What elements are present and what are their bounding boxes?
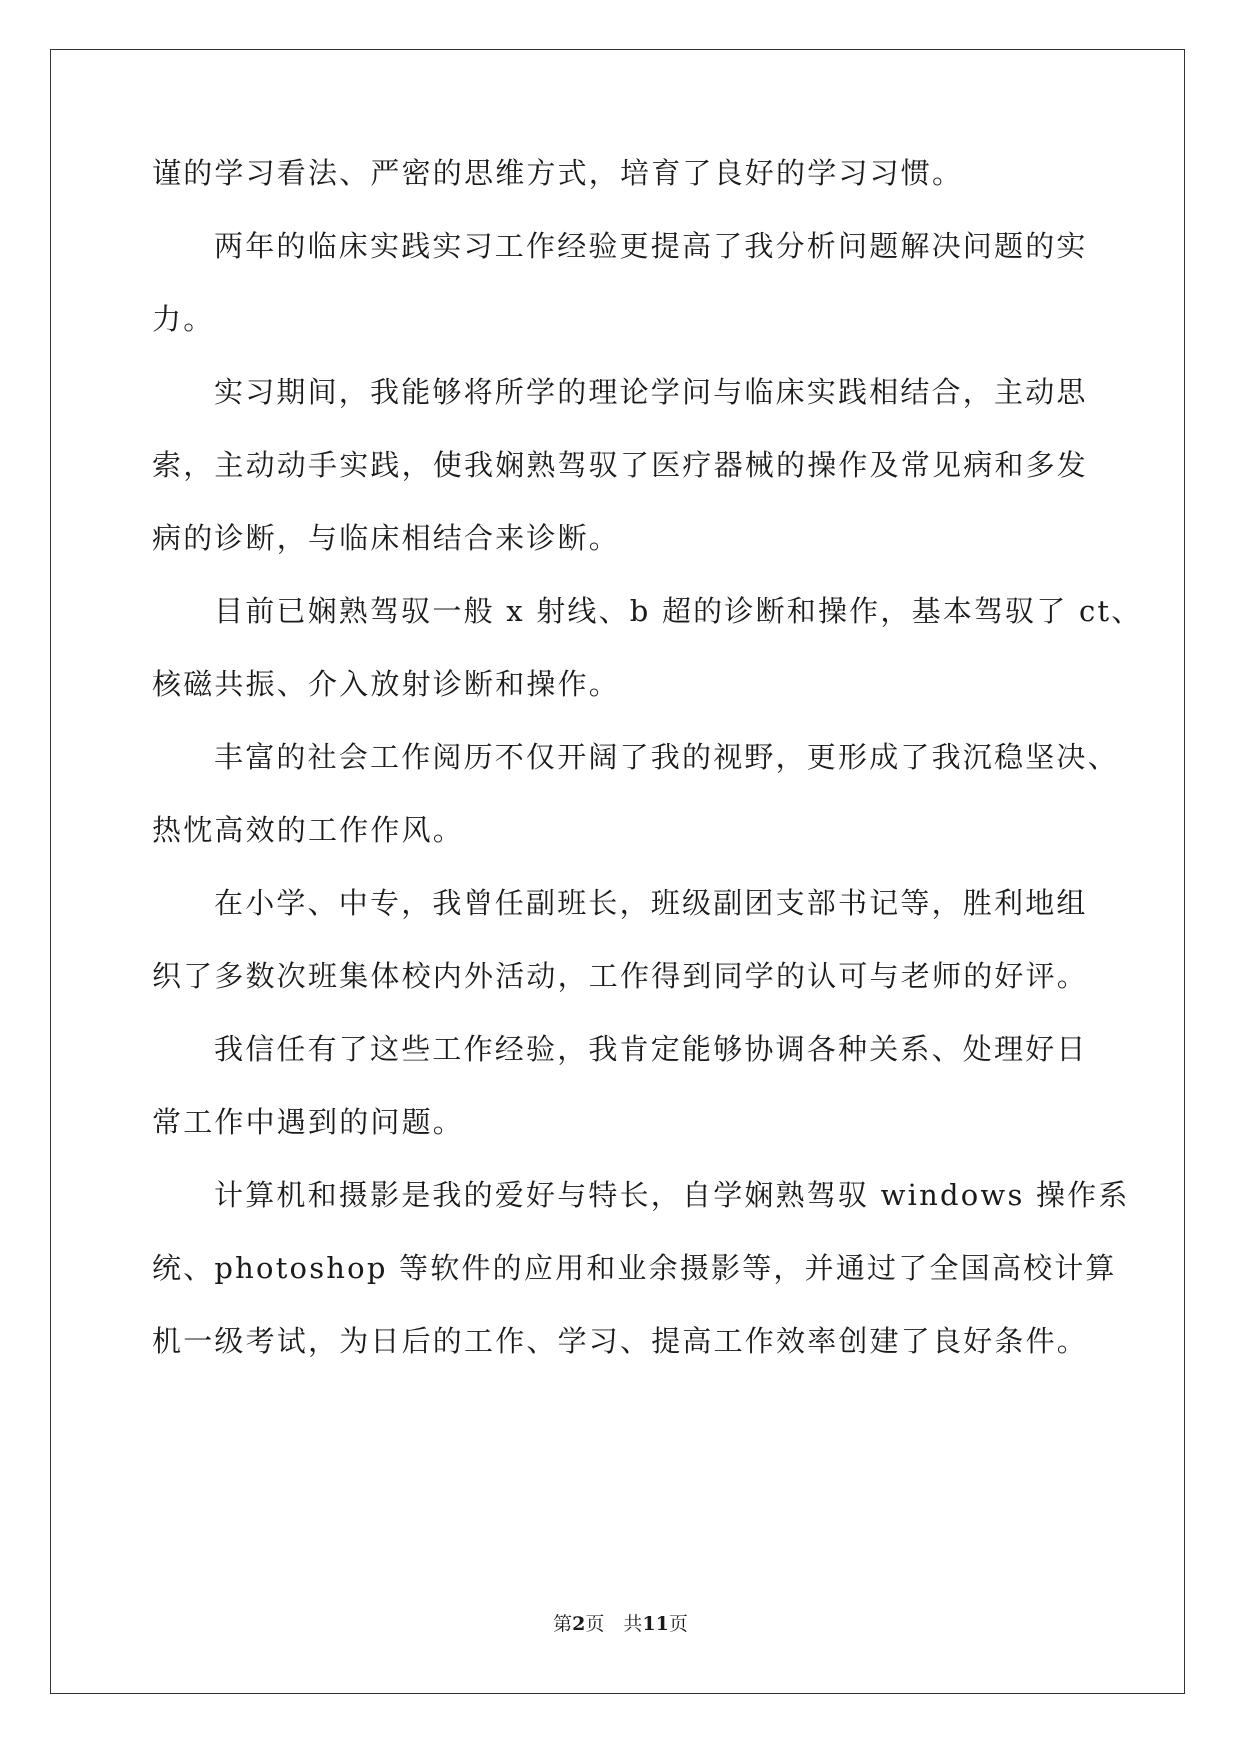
paragraph-line: 丰富的社会工作阅历不仅开阔了我的视野，更形成了我沉稳坚决、 — [214, 740, 1119, 774]
footer-suffix: 页 — [668, 1613, 688, 1635]
footer-prefix: 第 — [553, 1613, 573, 1635]
paragraph-line: 目前已娴熟驾驭一般 x 射线、b 超的诊断和操作，基本驾驭了 ct、 — [214, 594, 1143, 628]
paragraph-line: 谨的学习看法、严密的思维方式，培育了良好的学习习惯。 — [152, 156, 964, 190]
page-footer — [0, 1612, 1241, 1636]
page-border — [50, 49, 1185, 1694]
paragraph-line: 我信任有了这些工作经验，我肯定能够协调各种关系、处理好日 — [214, 1032, 1088, 1066]
paragraph-line: 力。 — [152, 302, 215, 336]
paragraph-line: 在小学、中专，我曾任副班长，班级副团支部书记等，胜利地组 — [214, 886, 1088, 920]
paragraph-line: 实习期间，我能够将所学的理论学问与临床实践相结合，主动思 — [214, 375, 1088, 409]
paragraph-line: 计算机和摄影是我的爱好与特长，自学娴熟驾驭 windows 操作系 — [214, 1178, 1130, 1212]
paragraph-line: 机一级考试，为日后的工作、学习、提高工作效率创建了良好条件。 — [152, 1324, 1089, 1358]
footer-mid: 页 共 — [585, 1613, 643, 1635]
paragraph-line: 热忱高效的工作作风。 — [152, 813, 465, 847]
current-page-number: 2 — [572, 1613, 586, 1635]
paragraph-line: 常工作中遇到的问题。 — [152, 1105, 465, 1139]
paragraph-line: 核磁共振、介入放射诊断和操作。 — [152, 667, 621, 701]
paragraph-line: 织了多数次班集体校内外活动，工作得到同学的认可与老师的好评。 — [152, 959, 1089, 993]
paragraph-line: 统、photoshop 等软件的应用和业余摄影等，并通过了全国高校计算 — [152, 1251, 1117, 1285]
paragraph-line: 两年的临床实践实习工作经验更提高了我分析问题解决问题的实 — [214, 229, 1088, 263]
paragraph-line: 病的诊断，与临床相结合来诊断。 — [152, 521, 621, 555]
paragraph-line: 索，主动动手实践，使我娴熟驾驭了医疗器械的操作及常见病和多发 — [152, 448, 1089, 482]
total-pages-number: 11 — [642, 1613, 669, 1635]
